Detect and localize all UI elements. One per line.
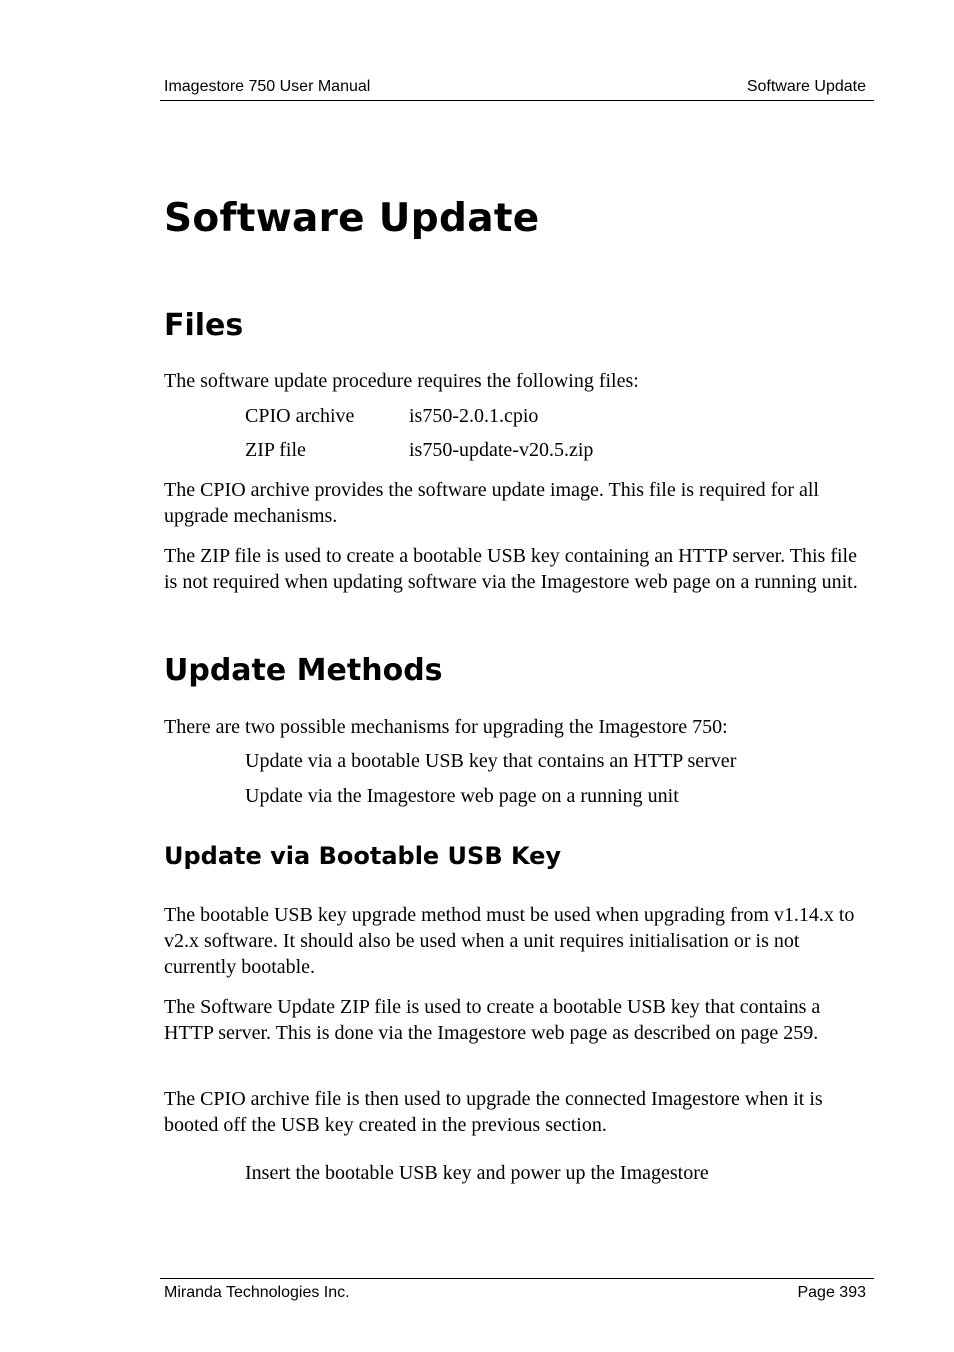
- usb-key-heading: Update via Bootable USB Key: [164, 842, 562, 870]
- header-manual-title: Imagestore 750 User Manual: [164, 78, 371, 95]
- file-name: is750-update-v20.5.zip: [409, 439, 594, 461]
- file-name: is750-2.0.1.cpio: [409, 405, 539, 427]
- files-intro: The software update procedure requires the following files:: [164, 370, 639, 392]
- file-type: CPIO archive: [245, 405, 355, 427]
- file-type: ZIP file: [245, 439, 306, 461]
- method-item: Update via the Imagestore web page on a running unit: [245, 785, 679, 807]
- page-title: Software Update: [164, 196, 540, 241]
- page-footer: [160, 1278, 874, 1301]
- usb-paragraph-2: The Software Update ZIP file is used to create a bootable USB key that contains a HTTP server. This is done via the Imagestore web page as described on page 259.: [164, 996, 821, 1044]
- update-methods-heading: Update Methods: [164, 653, 443, 688]
- header-section-title: Software Update: [746, 78, 866, 95]
- files-paragraph-cpio: The CPIO archive provides the software update image. This file is required for all upgrade mechanisms.: [164, 479, 819, 527]
- page-header: [160, 76, 874, 101]
- usb-paragraph-3: The CPIO archive file is then used to upgrade the connected Imagestore when it is booted off the USB key created in the previous section.: [164, 1088, 823, 1136]
- usb-step-1: Insert the bootable USB key and power up the Imagestore: [245, 1162, 709, 1184]
- page-number: Page 393: [797, 1284, 866, 1301]
- files-heading: Files: [164, 308, 244, 343]
- usb-paragraph-1: The bootable USB key upgrade method must be used when upgrading from v1.14.x to v2.x software. It should also be used when a unit requires initialisation or is not currently bootable.: [164, 904, 855, 978]
- files-paragraph-zip: The ZIP file is used to create a bootable USB key containing an HTTP server. This file is not required when updating software via the Imagestore web page on a running unit.: [164, 545, 858, 593]
- update-methods-intro: There are two possible mechanisms for upgrading the Imagestore 750:: [164, 716, 728, 738]
- method-item: Update via a bootable USB key that contains an HTTP server: [245, 750, 737, 772]
- footer-company: Miranda Technologies Inc.: [164, 1284, 350, 1301]
